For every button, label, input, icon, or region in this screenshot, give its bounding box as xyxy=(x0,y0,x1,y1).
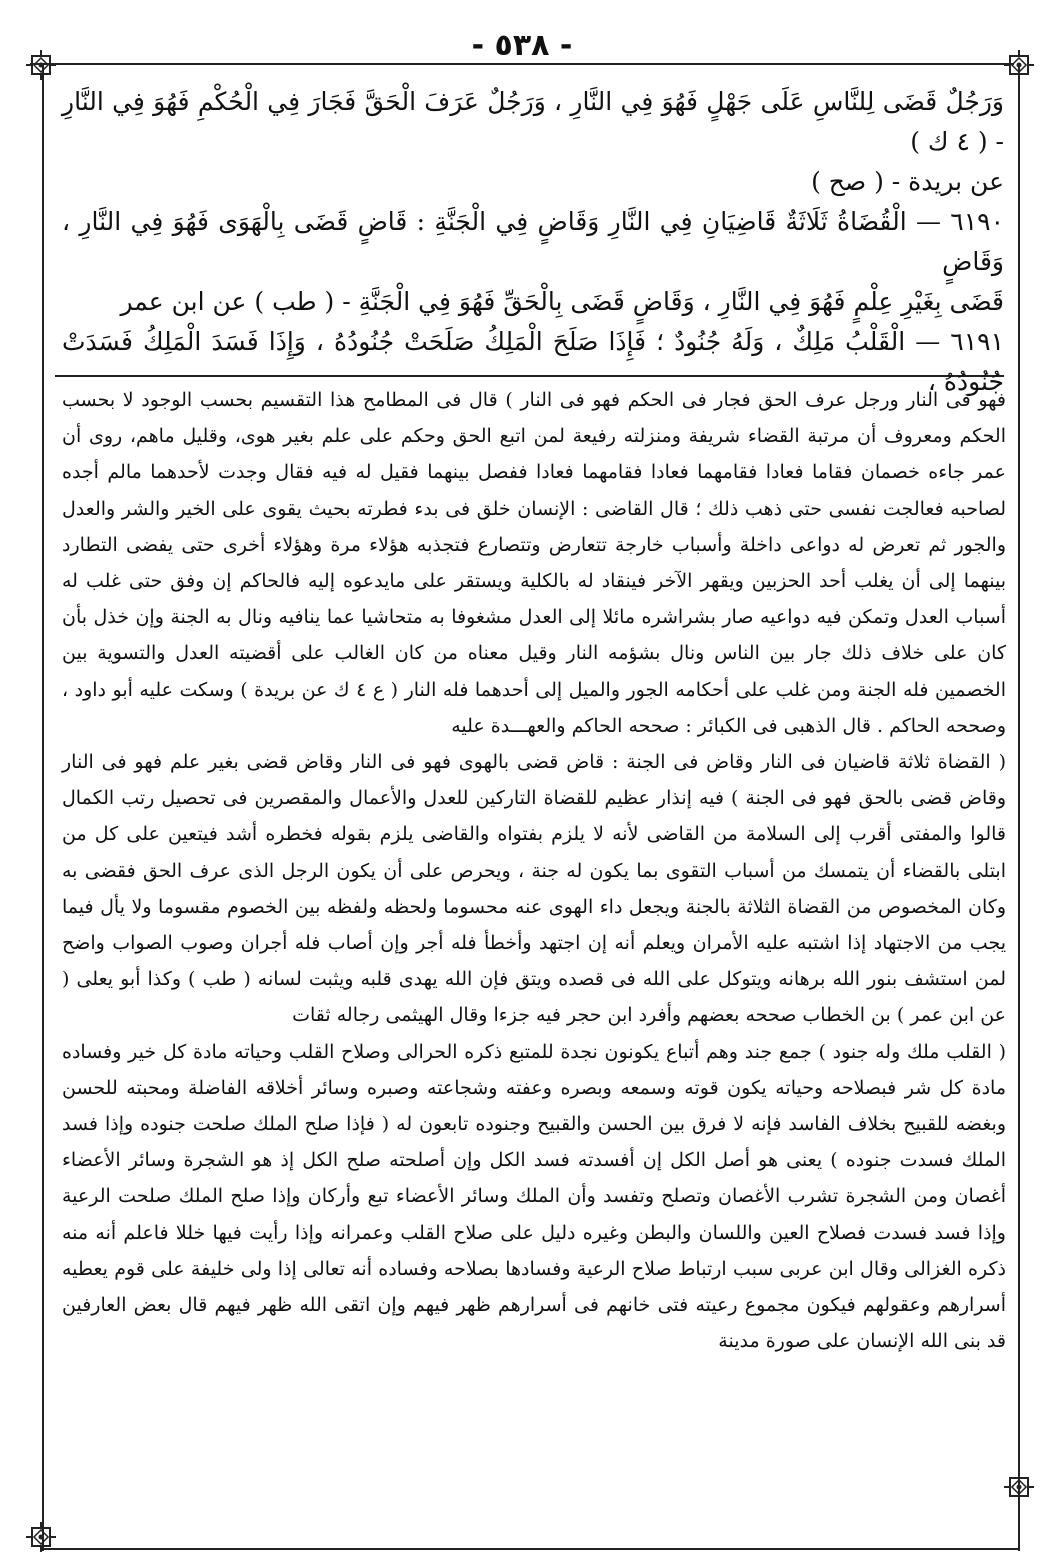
frame-bottom-line xyxy=(42,1548,1020,1550)
hadith-text-section xyxy=(62,82,1004,402)
hadith-line: عن بريدة - ( صح ) xyxy=(811,167,1004,196)
commentary-paragraph: فهو فى النار ورجل عرف الحق فجار فى الحكم فهو فى النار ) قال فى المطامح هذا التقسيم بحسب الوجود لا بحسب الحكم ومعروف أن مرتبة القضاء شريفة ومنزلته رفيعة لمن اتبع الحق وحكم على علم بغير هوى، وقليل ماهم، روى أن عمر جاءه خصمان فقاما فعادا فقامهما فعادا فقامهما فعادا ففصل بينهما فقيل له فيه فقال وجدت لأحدهما مالم أجده لصاحبه فعالجت نفسى حتى ذهب ذلك ؛ قال القاضى : الإنسان خلق فى بدء فطرته بحيث يقوى على الخير والشر والعدل والجور ثم تعرض له دواعى داخلة وأسباب خارجة تتعارض وتتصارع فتجذبه هؤلاء مرة وهؤلاء أخرى حتى يفضى التطارد بينهما إلى أن يغلب أحد الحزبين ويقهر الآخر فينقاد له بالكلية ويستقر على مايدعوه إليه فالحاكم إن وفق حتى غلب له أسباب العدل وتمكن فيه دواعيه صار بشراشره مائلا إلى العدل مشغوفا به متحاشيا عما ينافيه ونال به الجنة وإن خذل بأن كان على خلاف ذلك جار بين الناس ونال بشؤمه النار وقيل معناه من كان الغالب على أقضيته العدل والتسوية بين الخصمين فله الجنة ومن غلب على أحكامه الجور والميل إلى أحدهما فله النار ( ع ٤ ك عن بريدة ) وسكت عليه أبو داود ، وصححه الحاكم . قال الذهبى فى الكبائر : صححه الحاكم والعهـــدة عليه xyxy=(62,389,1006,737)
corner-ornament-icon xyxy=(1004,1472,1034,1502)
commentary-section xyxy=(62,382,1006,1359)
frame-left-line xyxy=(42,63,44,1551)
page-number: - ٥٣٨ - xyxy=(471,28,573,63)
commentary-paragraph: ( القضاة ثلاثة قاضيان فى النار وقاض فى الجنة : قاض قضى بالهوى فهو فى النار وقاض قضى بغير علم فهو فى النار وقاض قضى بالحق فهو فى الجنة ) فيه إنذار عظيم للقضاة التاركين للعدل والأعمال والمقصرين فى تحصيل رتب الكمال قالوا والمفتى أقرب إلى السلامة من القاضى لأنه لا يلزم بفتواه والقاضى يلزم بقوله فخطره أشد فيتعين على كل من ابتلى بالقضاء أن يتمسك من أسباب التقوى بما يكون له جنة ، ويحرص على أن يكون الرجل الذى عرف الحق فقضى به وكان المخصوص من القضاة الثلاثة بالجنة ويجعل داء الهوى عنه محسوما ولحظه ولفظه بين الخصوم مقسوما ولا يأل فيما يجب من الاجتهاد إذا اشتبه عليه الأمران ويعلم أنه إن اجتهد وأخطأ فله أجر وإن أصاب فله أجران وصوب الصواب واضح لمن استشف بنور الله برهانه ويتوكل على الله فى قصده ويتق فإن الله يهدى قلبه ويثبت لسانه ( طب ) وكذا أبو يعلى ( عن ابن عمر ) بن الخطاب صححه بعضهم وأفرد ابن حجر فيه جزءا وقال الهيثمى رجاله ثقات xyxy=(62,751,1006,1027)
corner-ornament-icon xyxy=(26,1522,56,1552)
frame-right-line xyxy=(1018,63,1020,1551)
hadith-line: قَضَى بِغَيْرِ عِلْمٍ فَهُوَ فِي النَّارِ ، وَقَاضٍ قَضَى بِالْحَقِّ فَهُوَ فِي الْجَنَّةِ - ( طب ) عن ابن عمر xyxy=(120,287,1004,316)
hadith-line: ٦١٩٠ — الْقُضَاةُ ثَلَاثَةٌ قَاضِيَانِ فِي النَّارِ وَقَاضٍ فِي الْجَنَّةِ : قَاضٍ قَضَى بِالْهَوَى فَهُوَ فِي النَّارِ ، وَقَاضٍ xyxy=(62,207,1004,276)
hadith-line: وَرَجُلٌ قَضَى لِلنَّاسِ عَلَى جَهْلٍ فَهُوَ فِي النَّارِ ، وَرَجُلٌ عَرَفَ الْحَقَّ فَجَارَ فِي الْحُكْمِ فَهُوَ فِي النَّارِ - ( ٤ ك ) xyxy=(62,87,1004,156)
hadith-line: ٦١٩١ — الْقَلْبُ مَلِكٌ ، وَلَهُ جُنُودٌ ؛ فَإِذَا صَلَحَ الْمَلِكُ صَلَحَتْ جُنُودُهُ ، وَإِذَا فَسَدَ الْمَلِكُ فَسَدَتْ جُنُودُهُ ، xyxy=(62,327,1004,396)
frame-top-line xyxy=(30,63,1014,65)
commentary-paragraph: ( القلب ملك وله جنود ) جمع جند وهم أتباع يكونون نجدة للمتبع ذكره الحرالى وصلاح القلب وحياته مادة كل خير وفساده مادة كل شر فبصلاحه وحياته يكون قوته وسمعه وبصره وعفته وشجاعته وصبره وسائر أخلاقه الفاضلة ومحبته للحسن وبغضه للقبيح بخلاف الفاسد فإنه لا فرق بين الحسن والقبيح وجنوده تابعون له ( فإذا صلح الملك صلحت جنوده وإذا فسد الملك فسدت جنوده ) يعنى هو أصل الكل إن أفسدته فسد الكل وإن أصلحته صلح الكل إذ هو الشجرة وسائر الأعضاء أغصان ومن الشجرة تشرب الأغصان وتصلح وتفسد وأن الملك وسائر الأعضاء تبع وأركان وإذا صلح الملك صلحت الرعية وإذا فسد فسدت فصلاح العين واللسان والبطن وغيره دليل على صلاح القلب وعمرانه وإذا رأيت فيها خللا فاعلم أنه منه ذكره الغزالى وقال ابن عربى سبب ارتباط صلاح الرعية وفسادها بصلاحه وفساده أنه تعالى إذا ولى خليفة على قوم يعطيه أسرارهم وعقولهم فيكون مجموع رعيته فتى خانهم فى أسرارهم ظهر فيهم وإن اتقى الله ظهر فيهم قال بعض العارفين قد بنى الله الإنسان على صورة مدينة xyxy=(62,1040,1006,1353)
